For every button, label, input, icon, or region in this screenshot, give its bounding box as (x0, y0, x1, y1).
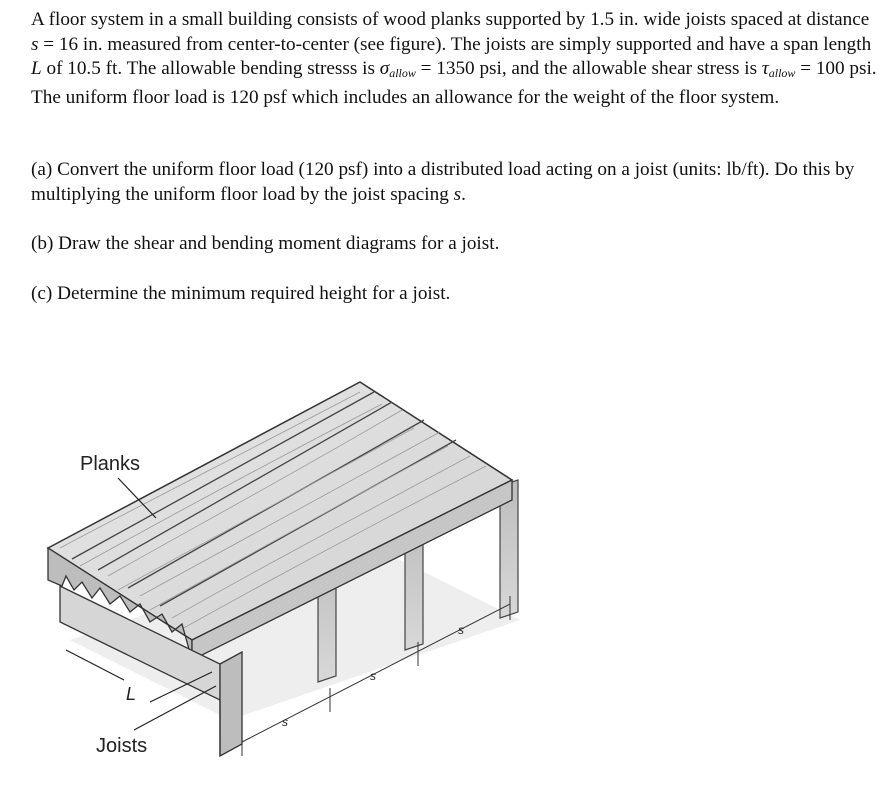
part-b-text: (b) Draw the shear and bending moment diagrams for a joist. (31, 233, 500, 254)
part-a-var-s: s (453, 183, 462, 205)
intro-text-5: = 100 psi. The uniform floor load is 120 psf which includes an allowance for the weight of the floor system. (31, 58, 877, 108)
part-c (31, 282, 881, 307)
tau-symbol: τ (761, 58, 769, 79)
spacing-s-label-1: s (282, 715, 288, 729)
var-s: s (31, 33, 39, 55)
part-a (31, 158, 881, 207)
spacing-s-label-3: s (458, 623, 464, 637)
intro-paragraph (31, 8, 881, 110)
sigma-symbol: σ (379, 58, 390, 79)
sigma-subscript: allow (389, 66, 416, 80)
span-L-label: L (126, 684, 137, 704)
intro-text-3: of 10.5 ft. The allowable bending stresss is (41, 58, 380, 79)
floor-system-figure (0, 330, 889, 794)
spacing-s-label-2: s (370, 669, 376, 683)
intro-text-1: A floor system in a small building consists of wood planks supported by 1.5 in. wide joists spaced at distance (31, 9, 870, 30)
part-c-text: (c) Determine the minimum required height for a joist. (31, 283, 451, 304)
part-a-period: . (461, 183, 466, 205)
intro-text-2: = 16 in. measured from center-to-center (see figure). The joists are simply supported and have a span length (38, 33, 872, 55)
tau-subscript: allow (768, 66, 796, 80)
intro-text-4: = 1350 psi, and the allowable shear stress is (415, 58, 762, 79)
part-b (31, 232, 881, 257)
joists-label: Joists (96, 735, 148, 757)
planks-label: Planks (80, 453, 141, 475)
part-a-text: (a) Convert the uniform floor load (120 psf) into a distributed load acting on a joist (units: lb/ft). Do this by multiplying the uniform floor load by the joist spacing (31, 159, 855, 205)
problem-statement (31, 8, 881, 110)
var-L: L (31, 58, 42, 79)
